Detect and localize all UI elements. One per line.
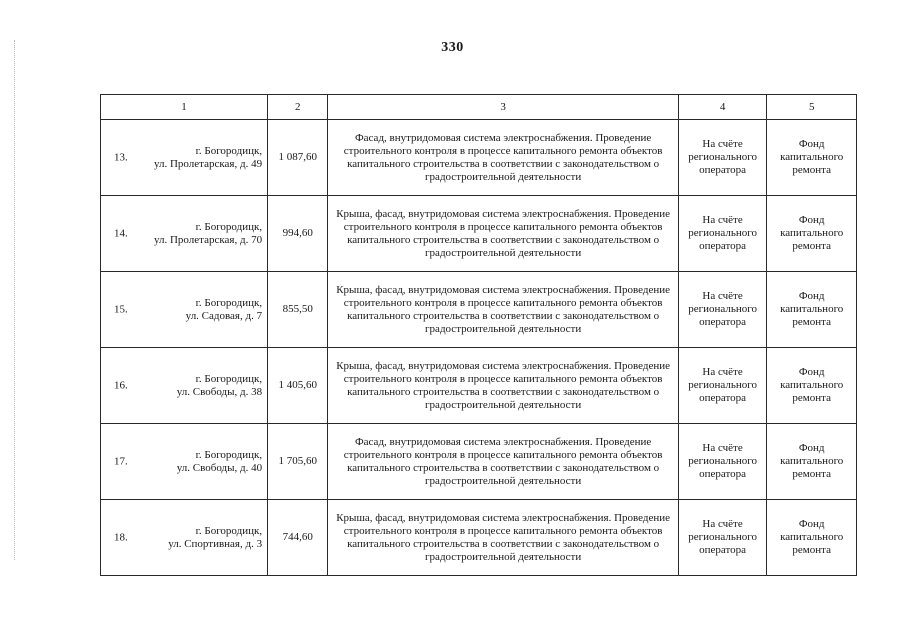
fund-line: капитального — [780, 227, 844, 239]
operator-line: регионального — [688, 151, 757, 163]
row-number: 17. — [114, 455, 128, 467]
area-cell: 1 405,60 — [268, 348, 328, 424]
work-description-cell: Крыша, фасад, внутридомовая система электроснабжения. Проведение строительного контроля в процессе капитального ремонта объектов капитального строительства в соответствии с законодательством о градостроительной деятельности — [328, 500, 678, 576]
fund-cell — [767, 120, 857, 196]
fund-cell — [767, 424, 857, 500]
operator-line: оператора — [699, 392, 747, 404]
row-number: 18. — [114, 531, 128, 543]
fund-line: Фонд — [798, 214, 825, 226]
table-row — [101, 424, 857, 500]
fund-line: ремонта — [792, 468, 831, 480]
operator-line: регионального — [688, 227, 757, 239]
operator-cell — [678, 120, 767, 196]
operator-line: регионального — [688, 303, 757, 315]
address-city: г. Богородицк, — [195, 448, 263, 461]
table-row — [101, 272, 857, 348]
address-cell — [101, 500, 268, 576]
operator-line: На счёте — [702, 366, 743, 378]
address-cell — [101, 120, 268, 196]
area-cell: 994,60 — [268, 196, 328, 272]
row-number: 13. — [114, 151, 128, 163]
operator-line: оператора — [699, 544, 747, 556]
column-header-1: 1 — [101, 95, 268, 120]
operator-line: На счёте — [702, 290, 743, 302]
operator-line: оператора — [699, 468, 747, 480]
operator-line: На счёте — [702, 214, 743, 226]
work-description-cell: Фасад, внутридомовая система электроснабжения. Проведение строительного контроля в процессе капитального ремонта объектов капитального строительства в соответствии с законодательством о градостроительной деятельности — [328, 120, 678, 196]
column-header-3: 3 — [328, 95, 678, 120]
address-cell — [101, 348, 268, 424]
address-street: ул. Свободы, д. 40 — [176, 461, 263, 474]
fund-line: Фонд — [798, 442, 825, 454]
address-street: ул. Пролетарская, д. 49 — [153, 157, 263, 170]
address-city: г. Богородицк, — [195, 524, 263, 537]
scan-margin-marks — [14, 40, 17, 560]
work-description-cell: Фасад, внутридомовая система электроснабжения. Проведение строительного контроля в процессе капитального ремонта объектов капитального строительства в соответствии с законодательством о градостроительной деятельности — [328, 424, 678, 500]
operator-line: регионального — [688, 379, 757, 391]
column-header-2: 2 — [268, 95, 328, 120]
fund-cell — [767, 500, 857, 576]
work-description-cell: Крыша, фасад, внутридомовая система электроснабжения. Проведение строительного контроля в процессе капитального ремонта объектов капитального строительства в соответствии с законодательством о градостроительной деятельности — [328, 348, 678, 424]
fund-line: ремонта — [792, 240, 831, 252]
row-number: 15. — [114, 303, 128, 315]
column-header-4: 4 — [678, 95, 767, 120]
address-city: г. Богородицк, — [195, 296, 263, 309]
fund-line: ремонта — [792, 392, 831, 404]
address-cell — [101, 196, 268, 272]
header-row — [101, 95, 857, 120]
fund-line: Фонд — [798, 366, 825, 378]
address-street: ул. Свободы, д. 38 — [176, 385, 263, 398]
fund-line: ремонта — [792, 544, 831, 556]
fund-line: ремонта — [792, 164, 831, 176]
table-row — [101, 196, 857, 272]
address-cell — [101, 424, 268, 500]
work-description-cell: Крыша, фасад, внутридомовая система электроснабжения. Проведение строительного контроля в процессе капитального ремонта объектов капитального строительства в соответствии с законодательством о градостроительной деятельности — [328, 196, 678, 272]
area-cell: 1 087,60 — [268, 120, 328, 196]
page-number: 330 — [441, 40, 464, 55]
operator-line: На счёте — [702, 442, 743, 454]
operator-line: оператора — [699, 164, 747, 176]
operator-cell — [678, 272, 767, 348]
table-row — [101, 348, 857, 424]
operator-cell — [678, 196, 767, 272]
operator-line: На счёте — [702, 518, 743, 530]
area-cell: 744,60 — [268, 500, 328, 576]
operator-cell — [678, 348, 767, 424]
fund-cell — [767, 196, 857, 272]
row-number: 16. — [114, 379, 128, 391]
address-street: ул. Садовая, д. 7 — [185, 309, 263, 322]
operator-cell — [678, 500, 767, 576]
column-header-5: 5 — [767, 95, 857, 120]
fund-line: капитального — [780, 303, 844, 315]
fund-cell — [767, 348, 857, 424]
fund-line: капитального — [780, 455, 844, 467]
operator-line: оператора — [699, 240, 747, 252]
address-street: ул. Пролетарская, д. 70 — [153, 233, 263, 246]
repair-plan-table — [100, 94, 857, 576]
operator-cell — [678, 424, 767, 500]
operator-line: оператора — [699, 316, 747, 328]
area-cell: 1 705,60 — [268, 424, 328, 500]
address-cell — [101, 272, 268, 348]
fund-line: капитального — [780, 531, 844, 543]
area-cell: 855,50 — [268, 272, 328, 348]
address-street: ул. Спортивная, д. 3 — [168, 537, 263, 550]
table-row — [101, 500, 857, 576]
address-city: г. Богородицк, — [195, 220, 263, 233]
row-number: 14. — [114, 227, 128, 239]
operator-line: На счёте — [702, 138, 743, 150]
fund-line: Фонд — [798, 290, 825, 302]
fund-line: капитального — [780, 151, 844, 163]
operator-line: регионального — [688, 455, 757, 467]
fund-line: капитального — [780, 379, 844, 391]
operator-line: регионального — [688, 531, 757, 543]
fund-line: Фонд — [798, 138, 825, 150]
table-row — [101, 120, 857, 196]
work-description-cell: Крыша, фасад, внутридомовая система электроснабжения. Проведение строительного контроля в процессе капитального ремонта объектов капитального строительства в соответствии с законодательством о градостроительной деятельности — [328, 272, 678, 348]
fund-cell — [767, 272, 857, 348]
address-city: г. Богородицк, — [195, 144, 263, 157]
fund-line: Фонд — [798, 518, 825, 530]
fund-line: ремонта — [792, 316, 831, 328]
address-city: г. Богородицк, — [195, 372, 263, 385]
